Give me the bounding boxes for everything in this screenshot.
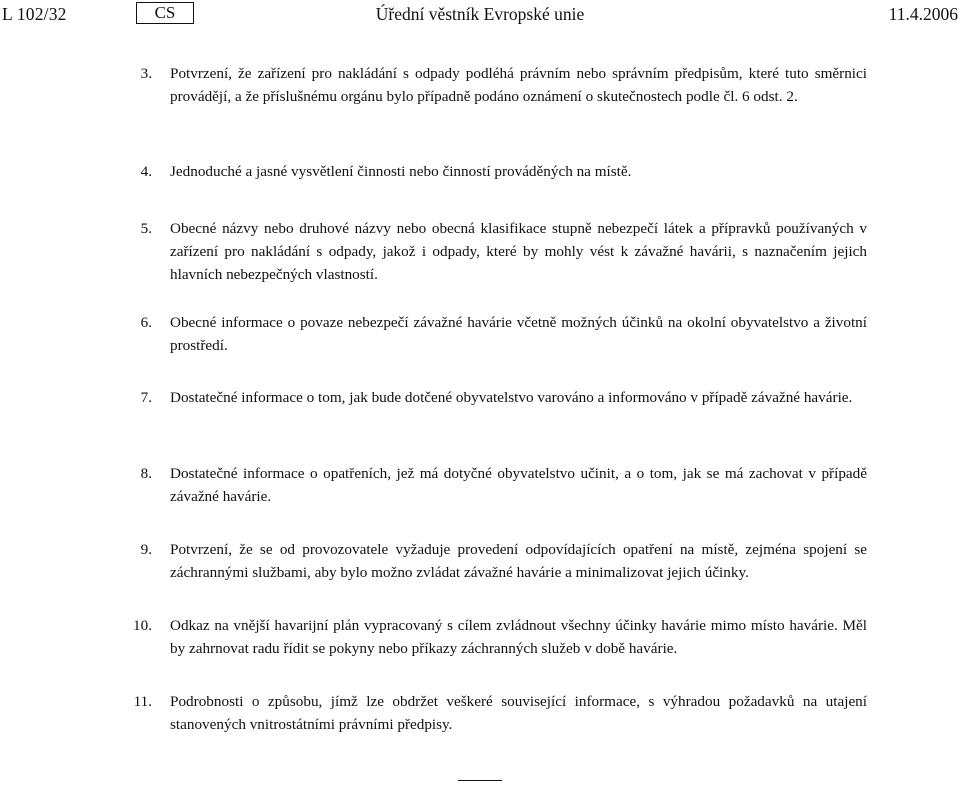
item-number: 4.: [140, 163, 152, 180]
item-text: Dostatečné informace o tom, jak bude dotčené obyvatelstvo varováno a informováno v případě závažné havárie.: [170, 389, 853, 406]
language-code-box: CS: [136, 2, 194, 24]
item-text: Odkaz na vnější havarijní plán vypracovaný s cílem zvládnout všechny účinky havárie mimo místo havárie. Měl by zahrnovat radu řídit se pokyny nebo příkazy záchranných služeb v době havárie.: [170, 617, 867, 657]
item-text: Jednoduché a jasné vysvětlení činnosti nebo činností prováděných na místě.: [170, 163, 632, 180]
item-number: 8.: [140, 465, 152, 482]
item-number: 9.: [140, 541, 152, 558]
journal-title: Úřední věstník Evropské unie: [375, 4, 585, 24]
item-text: Potvrzení, že se od provozovatele vyžaduje provedení odpovídajících opatření na místě, zejména spojení se záchrannými službami, aby bylo možno zvládat závažné havárie a minimalizovat jejich účinky.: [170, 541, 867, 581]
item-number: 7.: [140, 389, 152, 406]
item-number: 11.: [133, 693, 152, 710]
page-header: [0, 0, 960, 34]
item-number: 6.: [140, 314, 152, 331]
item-number: 5.: [140, 220, 152, 237]
item-text: Obecné informace o povaze nebezpečí závažné havárie včetně možných účinků na okolní obyvatelstvo a životní prostředí.: [170, 314, 867, 354]
item-text: Podrobnosti o způsobu, jímž lze obdržet veškeré související informace, s výhradou požadavků na utajení stanovených vnitrostátními právními předpisy.: [170, 693, 867, 733]
page-reference: L 102/32: [2, 4, 67, 24]
publication-date: 11.4.2006: [888, 4, 958, 24]
item-text: Potvrzení, že zařízení pro nakládání s odpady podléhá právním nebo správním předpisům, které tuto směrnici provádějí, a že příslušnému orgánu bylo případně podáno oznámení o skutečnostech podle čl. 6 odst. 2.: [170, 65, 867, 105]
item-text: Dostatečné informace o opatřeních, jež má dotyčné obyvatelstvo učinit, a o tom, jak se má zachovat v případě závažné havárie.: [170, 465, 867, 505]
item-text: Obecné názvy nebo druhové názvy nebo obecná klasifikace stupně nebezpečí látek a přípravků používaných v zařízení pro nakládání s odpady, jakož i odpady, které by mohly vést k závažné havárii, s naznačením jejich hlavních nebezpečných vlastností.: [170, 220, 867, 283]
end-of-section-rule: [458, 780, 502, 781]
item-number: 3.: [140, 65, 152, 82]
item-number: 10.: [133, 617, 152, 634]
